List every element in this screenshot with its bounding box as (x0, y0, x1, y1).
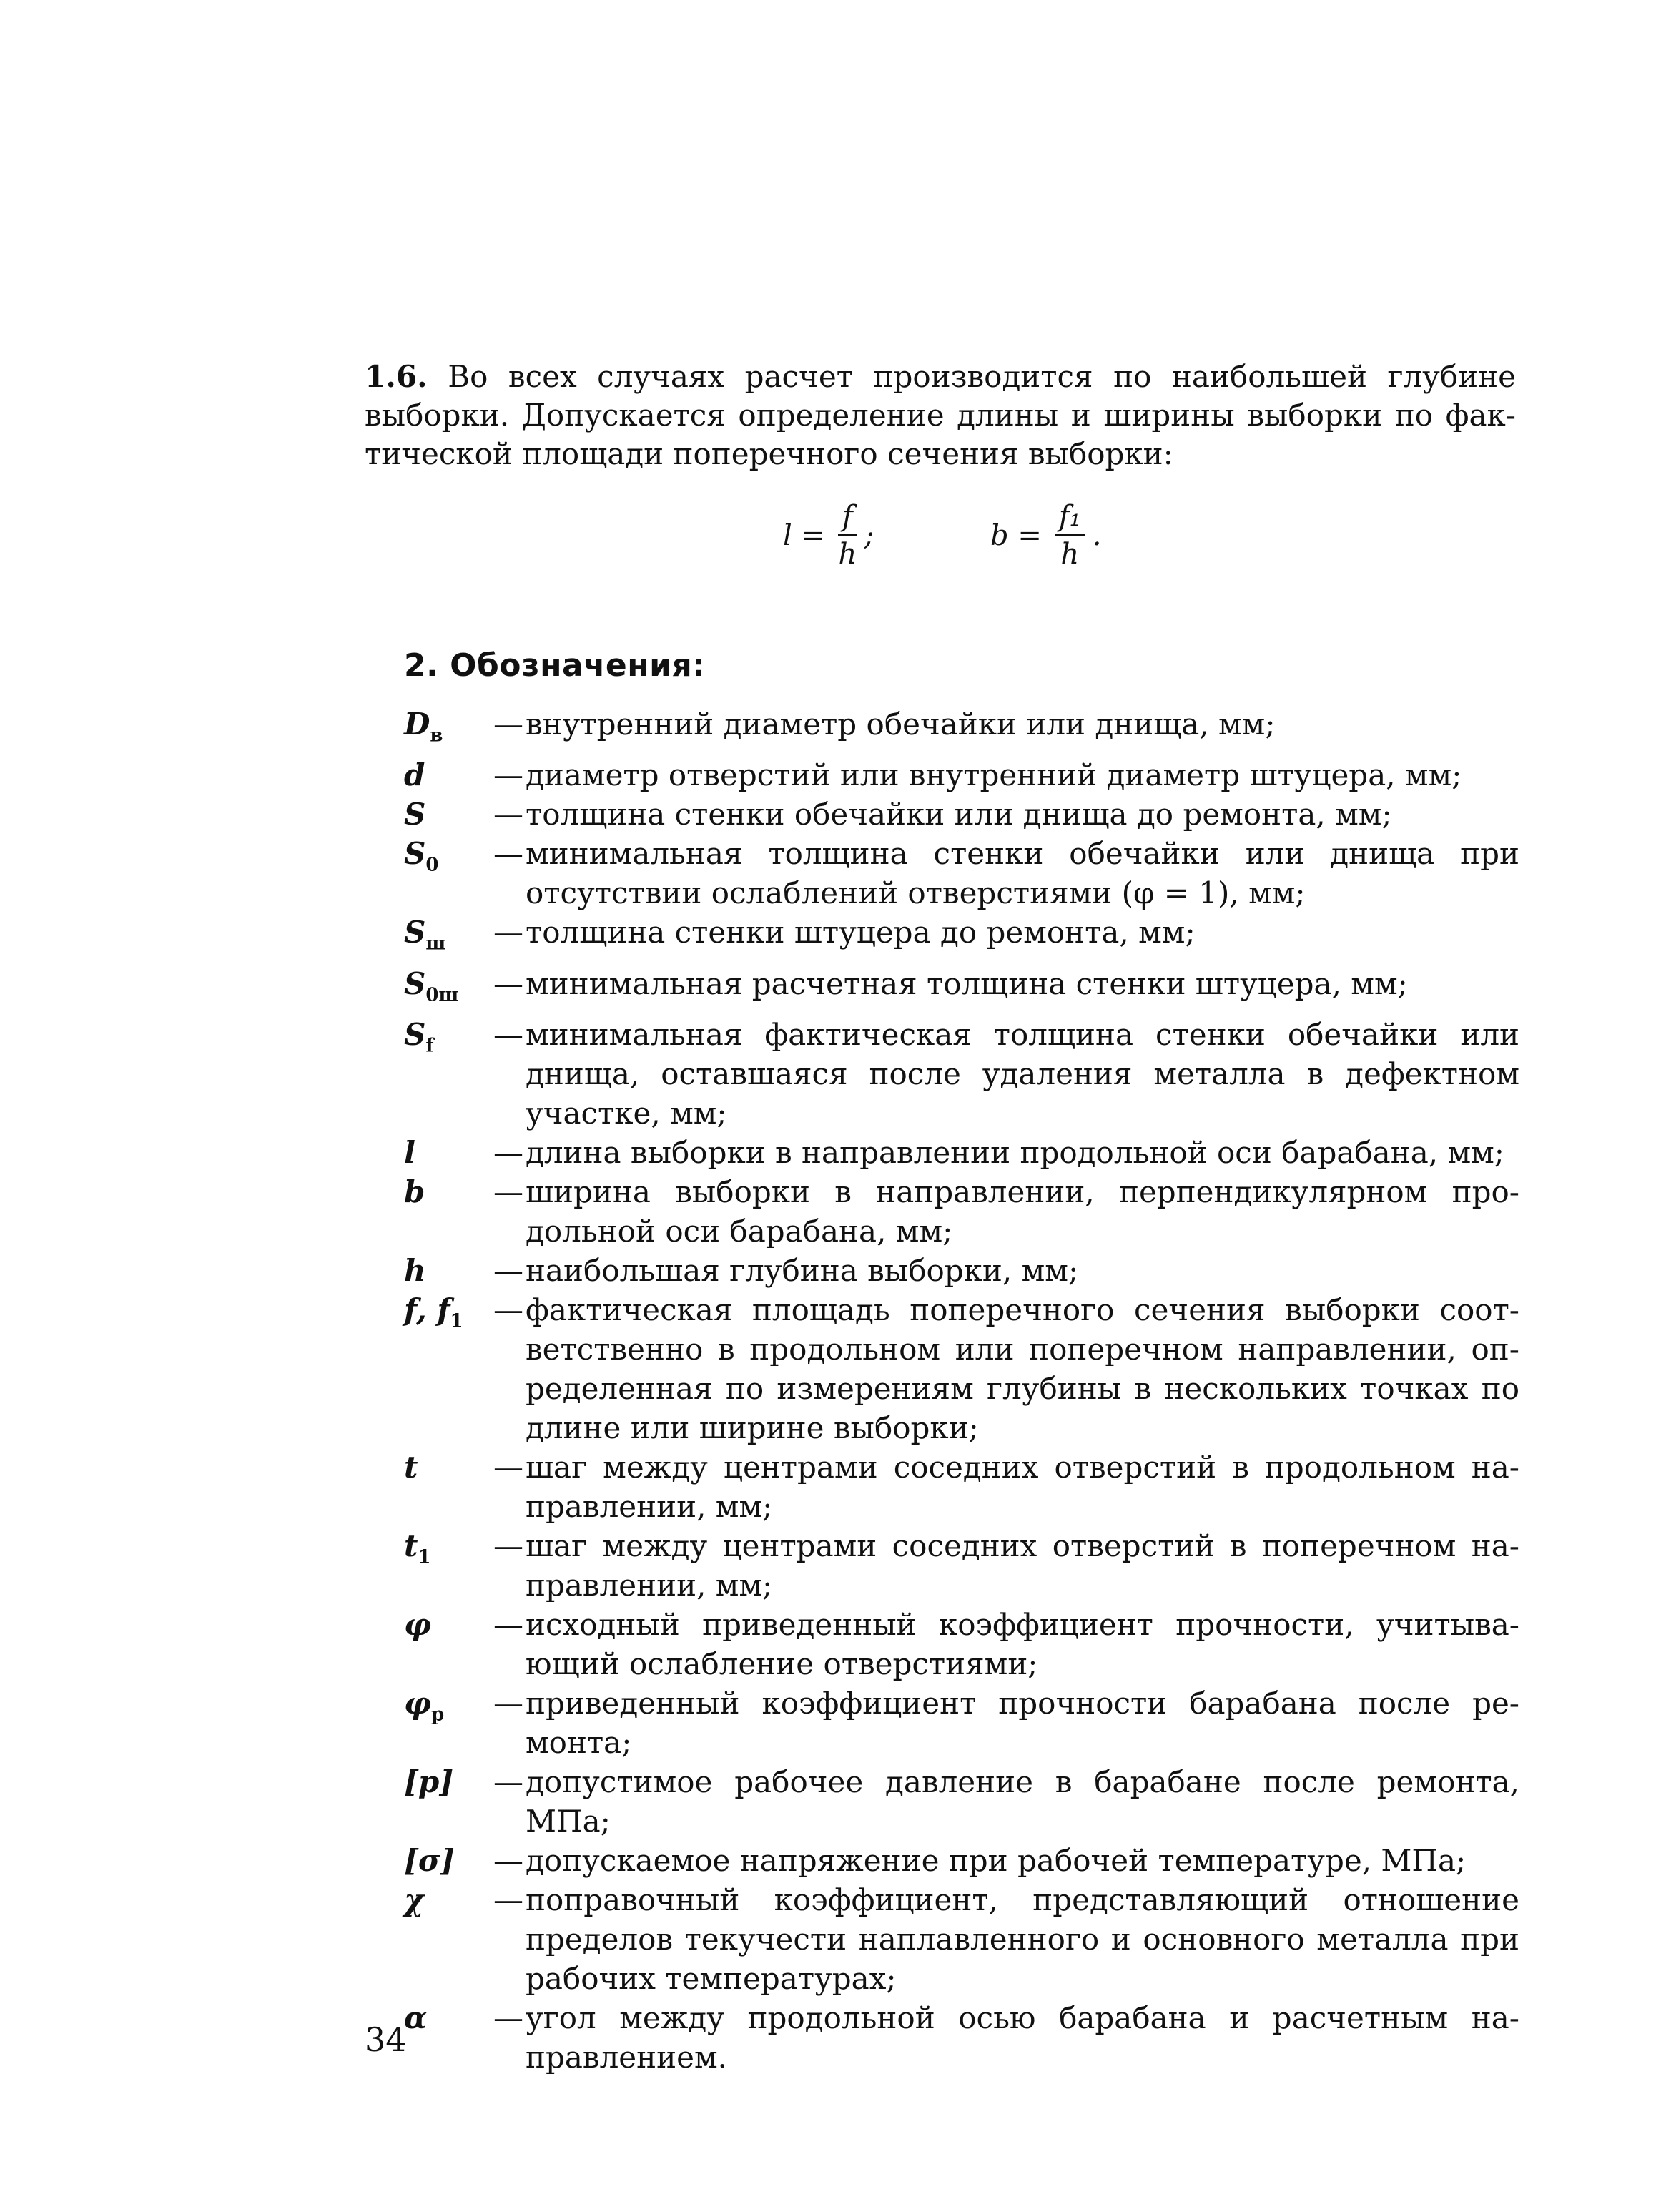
symbol-letter: l (404, 1135, 415, 1171)
description-line: приведенный коэффициент прочности барабана после ре- (526, 1686, 1519, 1721)
symbol (404, 1880, 493, 1919)
symbol-subscript: в (430, 724, 443, 747)
dash: — (493, 1882, 523, 1918)
symbol-letter: [σ] (404, 1843, 455, 1879)
symbol-row (404, 704, 1519, 755)
symbol-description (526, 1683, 1519, 1762)
symbol-description (526, 913, 1519, 952)
formula-l (783, 501, 874, 570)
symbol (404, 704, 493, 755)
symbol-description (526, 1290, 1519, 1447)
symbols-list (404, 704, 1519, 2077)
symbol-description (526, 1762, 1519, 1841)
formula-block (0, 501, 1666, 586)
symbol-subscript: p (431, 1704, 445, 1726)
description-line: толщина стенки обечайки или днища до ремонта, мм; (526, 797, 1392, 832)
symbol-subscript: 1 (450, 1310, 463, 1332)
description-line: правлением. (526, 2040, 727, 2075)
symbol-letter: S (404, 1017, 426, 1053)
dash: — (493, 1135, 523, 1171)
symbol (404, 834, 493, 885)
section-heading: 2. Обозначения: (404, 647, 706, 684)
fraction-numerator: f₁ (1055, 501, 1085, 536)
symbol-subscript: 1 (418, 1546, 431, 1568)
symbol (404, 913, 493, 963)
description-line: шаг между центрами соседних отверстий в продольном на- (526, 1450, 1519, 1485)
description-line: правлении, мм; (526, 1568, 773, 1603)
description-line: дольной оси барабана, мм; (526, 1214, 953, 1249)
symbol-row (404, 755, 1519, 795)
symbol-description (526, 834, 1519, 913)
dash: — (493, 1686, 523, 1721)
symbol-description (526, 755, 1519, 795)
symbol-row (404, 1133, 1519, 1172)
symbol-description (526, 1998, 1519, 2077)
description-line: отсутствии ослаблений отверстиями (φ = 1), мм; (526, 875, 1306, 911)
page-number: 34 (365, 2020, 407, 2059)
symbol (404, 1605, 493, 1644)
symbol-row (404, 1015, 1519, 1133)
section-number: 1.6. (365, 359, 428, 394)
description-line: наибольшая глубина выборки, мм; (526, 1253, 1079, 1289)
symbol-row (404, 1683, 1519, 1762)
dash: — (493, 1528, 523, 1564)
formula-l-var: l = (783, 518, 826, 552)
symbol-description (526, 1880, 1519, 1998)
symbol-letter: f, f (404, 1292, 450, 1328)
symbol-letter: d (404, 757, 425, 793)
dash: — (493, 1607, 523, 1643)
symbol-row (404, 913, 1519, 963)
description-line: допускаемое напряжение при рабочей температуре, МПа; (526, 1843, 1467, 1879)
symbol-letter: S (404, 836, 426, 872)
symbol-description (526, 964, 1519, 1003)
paragraph-1-6 (365, 358, 1516, 473)
symbol (404, 1447, 493, 1487)
symbol (404, 755, 493, 795)
description-line: допустимое рабочее давление в барабане после ремонта, МПа; (526, 1764, 1519, 1839)
symbol-description (526, 1526, 1519, 1605)
dash: — (493, 757, 523, 793)
description-line: длина выборки в направлении продольной оси барабана, мм; (526, 1135, 1504, 1171)
symbol-letter: t (404, 1450, 418, 1485)
dash: — (493, 1174, 523, 1210)
symbol-row (404, 1447, 1519, 1526)
symbol-subscript: ш (425, 933, 446, 955)
description-line: правлении, мм; (526, 1489, 773, 1525)
symbol-letter: b (404, 1174, 425, 1210)
dash: — (493, 1253, 523, 1289)
symbol-row (404, 1526, 1519, 1605)
symbol-description (526, 704, 1519, 744)
fraction-denominator: h (838, 538, 857, 571)
symbol-letter: α (404, 2000, 428, 2036)
symbol-row (404, 1172, 1519, 1251)
paragraph-line: Во всех случаях расчет производится по наибольшей глубине (448, 359, 1516, 394)
symbol-description (526, 1133, 1519, 1172)
description-line: угол между продольной осью барабана и расчетным на- (526, 2000, 1519, 2036)
paragraph-line: тической площади поперечного сечения выборки: (365, 436, 1173, 471)
formula-separator: ; (864, 518, 874, 552)
dash: — (493, 1017, 523, 1053)
dash: — (493, 1843, 523, 1879)
symbol-description (526, 1605, 1519, 1683)
symbol-letter: χ (404, 1882, 424, 1918)
symbol-description (526, 1251, 1519, 1290)
symbol-letter: h (404, 1253, 426, 1289)
symbol (404, 1762, 493, 1801)
symbol (404, 1172, 493, 1211)
description-line: минимальная расчетная толщина стенки штуцера, мм; (526, 965, 1408, 1001)
symbol-letter: t (404, 1528, 418, 1564)
symbol-row (404, 834, 1519, 913)
description-line: монта; (526, 1725, 632, 1761)
dash: — (493, 797, 523, 832)
dash: — (493, 965, 523, 1001)
dash: — (493, 2000, 523, 2036)
symbol (404, 1251, 493, 1290)
symbol-subscript: 0 (425, 854, 439, 876)
description-line: длине или ширине выборки; (526, 1410, 979, 1446)
description-line: исходный приведенный коэффициент прочности, учитыва- (526, 1607, 1519, 1643)
symbol (404, 1133, 493, 1172)
symbol-subscript: f (425, 1035, 434, 1057)
symbol-letter: φ (404, 1607, 432, 1643)
description-line: минимальная толщина стенки обечайки или днища при (526, 836, 1519, 872)
formula-b-var: b = (990, 518, 1042, 552)
symbol (404, 795, 493, 834)
symbol-row (404, 1605, 1519, 1683)
symbol (404, 1290, 493, 1341)
symbol-row (404, 1290, 1519, 1447)
fraction-denominator: h (1060, 538, 1080, 571)
description-line: диаметр отверстий или внутренний диаметр штуцера, мм; (526, 757, 1462, 793)
fraction (1055, 501, 1085, 570)
description-line: ширина выборки в направлении, перпендикулярном про- (526, 1174, 1519, 1210)
dash: — (493, 1764, 523, 1800)
symbol-subscript: 0ш (425, 984, 459, 1006)
formula-b (990, 501, 1101, 570)
description-line: фактическая площадь поперечного сечения выборки соот- (526, 1292, 1519, 1328)
description-line: внутренний диаметр обечайки или днища, мм; (526, 707, 1276, 742)
dash: — (493, 1292, 523, 1328)
description-line: поправочный коэффициент, представляющий отношение (526, 1882, 1519, 1918)
symbol (404, 1841, 493, 1880)
description-line: участке, мм; (526, 1096, 727, 1131)
dash: — (493, 1450, 523, 1485)
description-line: пределов текучести наплавленного и основного металла при (526, 1922, 1519, 1957)
description-line: днища, оставшаяся после удаления металла в дефектном (526, 1056, 1519, 1092)
symbol-letter: φ (404, 1686, 432, 1721)
symbol-letter: S (404, 965, 426, 1001)
symbol-row (404, 1762, 1519, 1841)
fraction (838, 501, 857, 570)
symbol-description (526, 795, 1519, 834)
symbol-description (526, 1015, 1519, 1133)
symbol (404, 964, 493, 1015)
description-line: рабочих температурах; (526, 1961, 897, 1997)
symbol-description (526, 1172, 1519, 1251)
description-line: ющий ослабление отверстиями; (526, 1646, 1038, 1682)
symbol-row (404, 1841, 1519, 1880)
symbol-description (526, 1447, 1519, 1526)
fraction-numerator: f (838, 501, 857, 536)
symbol (404, 1683, 493, 1734)
symbol (404, 1015, 493, 1066)
dash: — (493, 836, 523, 872)
symbol-row (404, 964, 1519, 1015)
symbol-letter: S (404, 915, 426, 950)
symbol-row (404, 1998, 1519, 2077)
description-line: минимальная фактическая толщина стенки обечайки или (526, 1017, 1519, 1053)
description-line: толщина стенки штуцера до ремонта, мм; (526, 915, 1196, 950)
symbol-letter: S (404, 797, 426, 832)
description-line: ветственно в продольном или поперечном направлении, оп- (526, 1332, 1519, 1367)
symbol (404, 1526, 493, 1577)
paragraph-line: выборки. Допускается определение длины и ширины выборки по фак- (365, 398, 1516, 433)
symbol-row (404, 795, 1519, 834)
formula-separator: . (1092, 518, 1102, 552)
dash: — (493, 915, 523, 950)
symbol-letter: [p] (404, 1764, 454, 1800)
symbol-row (404, 1880, 1519, 1998)
description-line: ределенная по измерениям глубины в нескольких точках по (526, 1371, 1519, 1407)
symbol (404, 1998, 493, 2038)
dash: — (493, 707, 523, 742)
symbol-row (404, 1251, 1519, 1290)
symbol-letter: D (404, 707, 430, 742)
description-line: шаг между центрами соседних отверстий в поперечном на- (526, 1528, 1519, 1564)
symbol-description (526, 1841, 1519, 1880)
